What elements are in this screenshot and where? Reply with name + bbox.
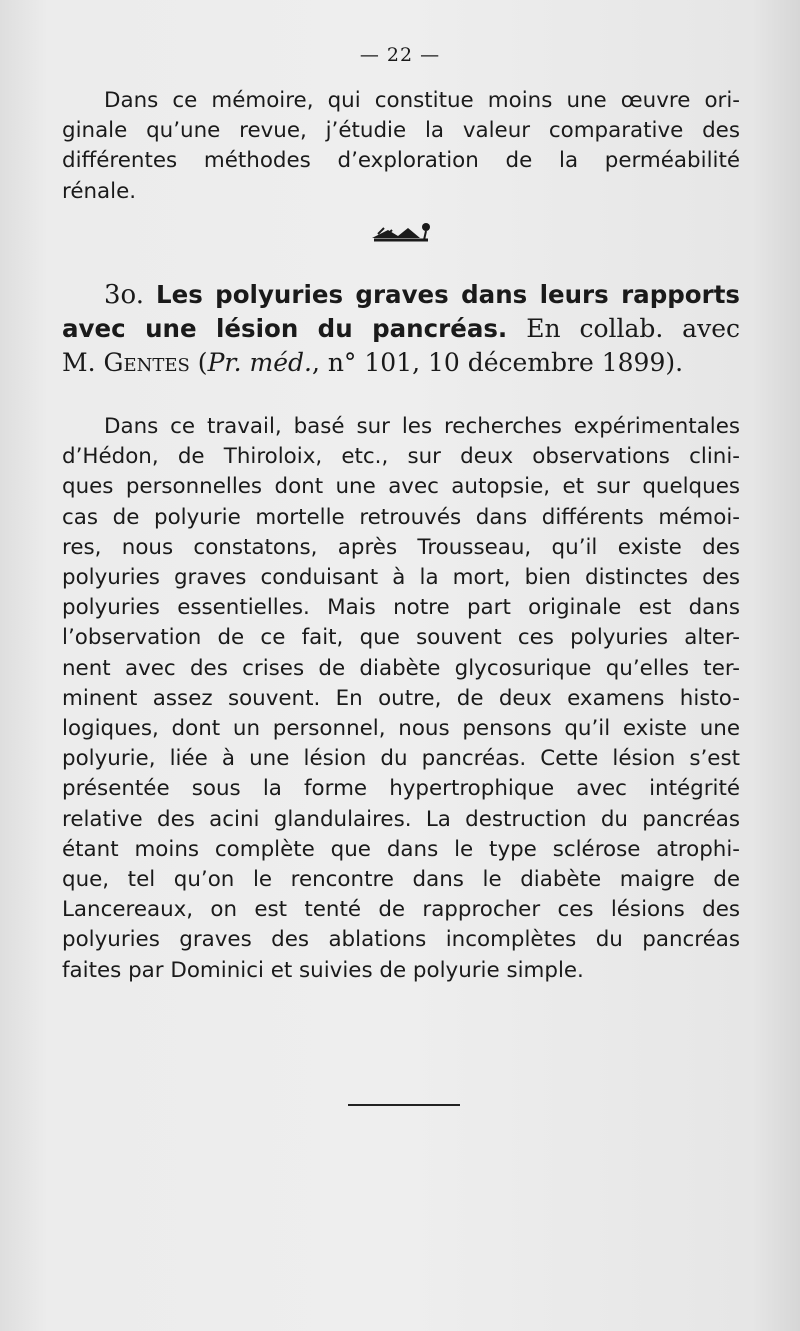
text-line: cas de polyurie mortelle retrouvés dans différents mémoi- (62, 504, 740, 530)
text-line: res, nous constatons, après Trousseau, qu’il existe des (62, 534, 740, 560)
text-line: polyuries graves conduisant à la mort, bien distinctes des (62, 565, 740, 591)
heading-line (62, 278, 740, 312)
text-line: étant moins complète que dans le type sclérose atrophi- (62, 836, 740, 862)
intro-paragraph (62, 86, 740, 207)
text-line: rénale. (62, 178, 137, 204)
text-line: logiques, dont un personnel, nous pensons qu’il existe une (62, 716, 740, 742)
text-line: présentée sous la forme hypertrophique avec intégrité (62, 776, 740, 802)
text-line: ques personnelles dont une avec autopsie, et sur quelques (62, 474, 740, 500)
text-line: ginale qu’une revue, j’étudie la valeur comparative des (62, 118, 740, 144)
reference-line (62, 346, 740, 380)
text-line: minent assez souvent. En outre, de deux examens histo- (62, 685, 740, 711)
section-title: Les polyuries graves dans leurs rapports (155, 280, 740, 309)
text-line: différentes méthodes d’exploration de la perméabilité (62, 148, 740, 174)
text-line: que, tel qu’on le rencontre dans le diabète maigre de (62, 867, 740, 893)
body-paragraph (62, 412, 740, 986)
journal-name: Pr. méd. (207, 348, 312, 377)
ref-open: ( (197, 348, 208, 377)
ref-details: , n° 101, 10 décembre 1899). (311, 348, 684, 377)
heading-line (62, 312, 740, 346)
section-number: 3o. (104, 280, 145, 310)
section-heading (62, 278, 740, 380)
text-line: polyuries essentielles. Mais notre part originale est dans (62, 595, 740, 621)
text-line: Dans ce travail, basé sur les recherches expérimentales (104, 414, 740, 439)
page-number: — 22 — (359, 44, 441, 66)
author-name: Gentes (103, 348, 190, 377)
end-rule (348, 1104, 460, 1106)
section-title: avec une lésion du pancréas. (62, 314, 508, 343)
text-line: polyurie, liée à une lésion du pancréas. Cette lésion s’est (62, 746, 740, 772)
fleuron-icon (368, 218, 438, 246)
collab-text: En collab. avec (526, 314, 741, 343)
text-line: relative des acini glandulaires. La destruction du pancréas (62, 806, 740, 832)
text-line: Dans ce mémoire, qui constitue moins une œuvre ori- (104, 88, 740, 113)
text-line: polyuries graves des ablations incomplètes du pancréas (62, 927, 740, 953)
text-line: d’Hédon, de Thiroloix, etc., sur deux observations clini- (62, 444, 740, 470)
text-line: l’observation de ce fait, que souvent ces polyuries alter- (62, 625, 740, 651)
text-line: Lancereaux, on est tenté de rapprocher ces lésions des (62, 897, 740, 923)
text-line: nent avec des crises de diabète glycosurique qu’elles ter- (62, 655, 740, 681)
author-initial: M. (62, 348, 96, 377)
text-line: faites par Dominici et suivies de polyurie simple. (62, 957, 584, 983)
